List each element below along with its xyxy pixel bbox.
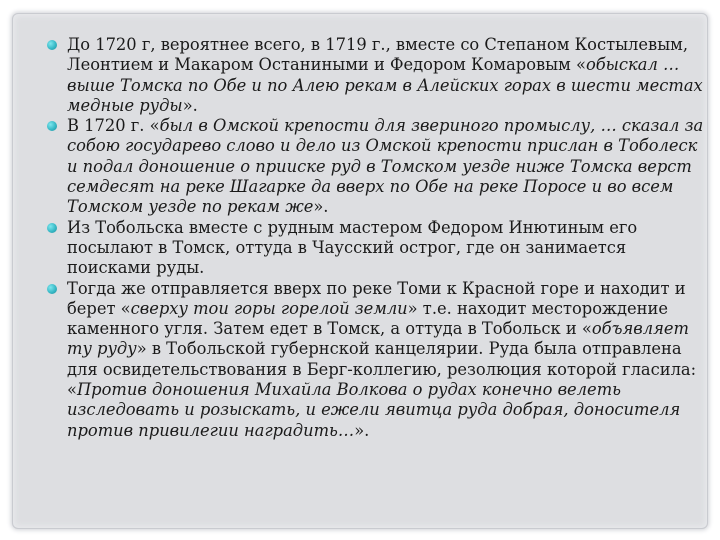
bullet-text: Тогда же отправляется вверх по реке Томи к Красной горе и находит и берет «сверху тои горы горелой земли» т.е. находит месторождение каменного угля. Затем едет в Томск, а оттуда в Тобольск и «объявляет ту руду» в Тобольской губернской канцелярии. Руда была отправлена для освидетельствования в Берг-коллегию, резолюция которой гласила: «Против доношения Михайла Волкова о рудах конечно велеть изследовать и розыскать, и ежели явитца руда добрая, доносителя против привилегии наградить…». [67, 278, 697, 440]
bullet-item [47, 35, 707, 116]
bullet-list [47, 35, 707, 441]
bullet-text: В 1720 г. «был в Омской крепости для звериного промыслу, … сказал за собою государево слово и дело из Омской крепости прислан в Тоболеск и подал доношение о прииске руд в Томском уезде ниже Томска верст семдесят на реке Шагарке да вверх по Обе на реке Поросе и во всем Томском уезде по рекам же». [67, 116, 704, 217]
bullet-text: Из Тобольска вместе с рудным мастером Федором Инютиным его посылают в Томск, оттуда в Чаусский острог, где он занимается поисками руды. [67, 217, 638, 278]
bullet-text: До 1720 г, вероятнее всего, в 1719 г., вместе со Степаном Костылевым, Леонтием и Макаром Останиными и Федором Комаровым «обыскал … выше Томска по Обе и по Алею рекам в Алейских горах в шести местах медные руды». [67, 35, 703, 115]
bullet-dot-icon [47, 223, 57, 233]
bullet-item [47, 279, 707, 441]
bullet-item [47, 116, 707, 217]
bullet-dot-icon [47, 284, 57, 294]
bullet-dot-icon [47, 121, 57, 131]
content-panel [12, 13, 708, 529]
bullet-dot-icon [47, 40, 57, 50]
bullet-item [47, 218, 707, 279]
